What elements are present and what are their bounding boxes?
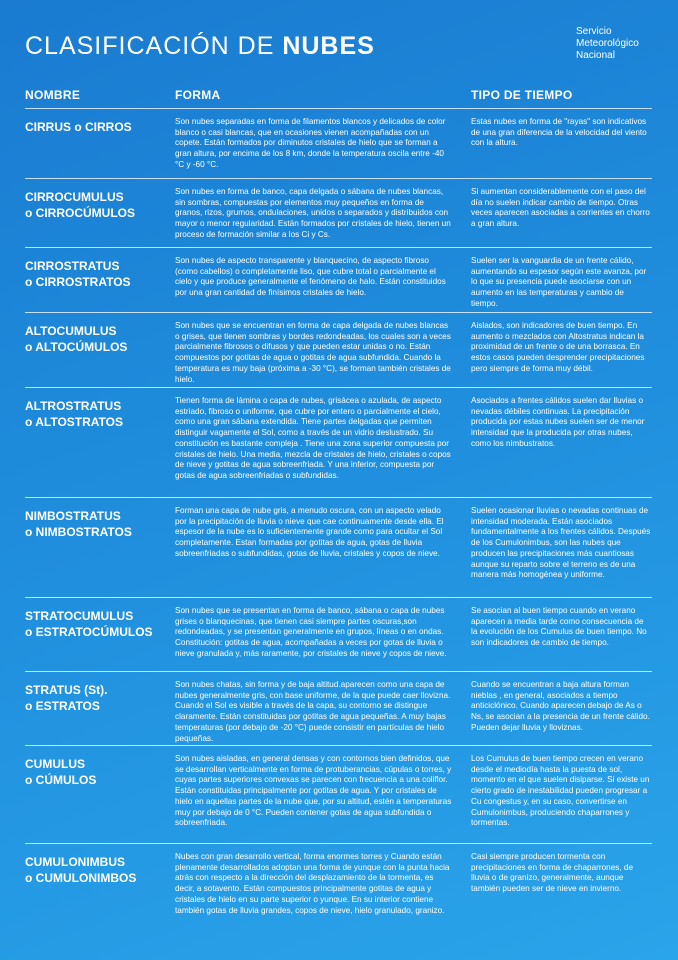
cloud-name	[25, 854, 170, 886]
cloud-name-latin: CIRROSTRATUS	[25, 259, 120, 273]
table-row	[25, 387, 652, 498]
cloud-name-spanish: o CÚMULOS	[25, 773, 97, 787]
weather-type-description: Cuando se encuentran a baja altura forman nieblas , en general, asociados a tiempo anticiclónico. Cuando aparecen debajo de As o Ns, se asocian a la presencia de un frente cálido. Pueden dejar lluvia y lloviznas.	[471, 680, 650, 732]
cloud-form-description: Son nubes chatas, sin forma y de baja altitud.aparecen como una capa de nubes generalmente gris, con base uniforme, de la que puede caer llovizna. Cuando el Sol es visible a través de la capa, su contorno se distingue claramente. Están constituidas por gotitas de agua pequeñas. A muy bajas temperaturas (por debajo de -20 °C) puede consistir en partículas de hielo pequeñas.	[175, 680, 451, 743]
table-row	[25, 597, 652, 672]
cloud-form-description: Son nubes aisladas, en general densas y con contornos bien definidos, que se desarrollan verticalmente en forma de protuberancias, cúpulas o torres, y cuyas partes superiores convexas se parecen con frecuencia a una coliflor. Están constituidas principalmente por gotitas de agua. Y por cristales de hielo en aquellas partes de la nube que, por su altitud, estén a temperaturas muy por debajo de 0 °C. Pueden contener gotas de agua subfundida o sobreenfriada.	[175, 754, 452, 828]
cloud-name-latin: CUMULONIMBUS	[25, 855, 125, 869]
table-row	[25, 497, 652, 598]
cloud-name-latin: CIRROCUMULUS	[25, 190, 124, 204]
weather-type-description: Suelen ocasionar lluvias o nevadas continuas de intensidad moderada. Están asociados fundamentalmente a los frentes cálidos. Después de los Cumulonimbus, son las nubes que producen las precipitaciones más cuantiosas aunque su reparto sobre el terreno es de una manera más homogénea y uniforme.	[471, 506, 651, 580]
weather-type-description: Asociados a frentes cálidos suelen dar lluvias o nevadas débiles continuas. La precipitación producida por estas nubes suelen ser de menor intensidad que la producida por otras nubes, como los nimbustratos.	[471, 396, 645, 448]
table-row	[25, 247, 652, 313]
cloud-name-latin: STRATUS (St).	[25, 683, 108, 697]
cloud-name	[25, 323, 170, 355]
cloud-name-spanish: o ESTRATOS	[25, 699, 100, 713]
weather-type-description: Aislados, son indicadores de buen tiempo. En aumento o mezclados con Altostratus indican la proximidad de un frente o de una borrasca. En estos casos pueden desprender precipitaciones pero siempre de forma muy débil.	[471, 321, 645, 373]
weather-type-description: Si aumentan considerablemente con el paso del día no suelen indicar cambio de tiempo. Otras veces aparecen asociadas a corrientes en chorro a gran altura.	[471, 187, 650, 229]
org-line-1: Servicio	[576, 26, 612, 37]
weather-type-description: Casi siempre producen tormenta con precipitaciones en forma de chaparrones, de lluvia o de granizo, generalmente, aunque también pueden ser de nieve en invierno.	[471, 852, 634, 894]
table-row	[25, 843, 652, 954]
column-header-nombre: NOMBRE	[25, 88, 81, 102]
cloud-name	[25, 119, 170, 135]
cloud-form-description: Forman una capa de nube gris, a menudo oscura, con un aspecto velado por la precipitación de lluvia o nieve que cae continuamente desde ella. El espesor de la nube es lo suficientemente grande como para ocultar el Sol completamente. Estan formadas por gotitas de agua, gotas de lluvia sobreenfriadas o subfundidas, gotas de lluvia, cristales y copos de nieve.	[175, 506, 444, 558]
cloud-name	[25, 258, 170, 290]
cloud-name	[25, 608, 170, 640]
table-row	[25, 312, 652, 388]
cloud-form-description: Tienen forma de lámina o capa de nubes, grisácea o azulada, de aspecto estriado, fibroso o uniforme, que cubre por entero o parcialmente el cielo, como una gran sábana extendida. Tiene partes delgadas que permiten distinguir vagamente el Sol, como a través de un vidrio deslustrado. Su constitución es bastante compleja . Tiene una zona superior compuesta por cristales de hielo. Una media, mezcla de cristales de hielo, cristales o copos de nieve y gotitas de agua sobreenfriada. Y una inferior, compuesta por gotas de agua sobreenfriadas o subfundidas.	[175, 396, 451, 480]
cloud-name	[25, 189, 170, 221]
cloud-name-latin: ALTROSTRATUS	[25, 399, 122, 413]
column-header-forma: FORMA	[175, 88, 221, 102]
weather-type-description: Suelen ser la vanguardia de un frente cálido, aumentando su espesor según este avanza, por lo que su presencia puede asociarse con un aumento en las temperaturas y cambio de tiempo.	[471, 256, 647, 308]
cloud-name	[25, 682, 170, 714]
table-row	[25, 178, 652, 248]
table-row	[25, 745, 652, 844]
weather-type-description: Los Cumulus de buen tiempo crecen en verano desde el mediodía hasta la puesta de sol, momento en el que suelen disiparse. Si existe un cierto grado de inestabilidad pueden progresar a Cu congestus y, en su caso, convertirse en Cumulonimbus, produciendo chaparrones y tormentas.	[471, 754, 650, 828]
cloud-form-description: Nubes con gran desarrollo vertical, forma enormes torres y Cuando están plenamente desarrollados adoptan una forma de yunque con la punta hacia atrás con respecto a la dirección del desplazamiento de la tormenta, es decir, a sotavento. Están compuestos principalmente gotitas de agua y cristales de hielo en su parte superior o yunque. En su interior contiene también gotas de lluvia grandes, copos de nieve, hielo granulado, granizo.	[175, 852, 450, 915]
cloud-name	[25, 756, 170, 788]
cloud-name-latin: CUMULUS	[25, 757, 85, 771]
cloud-name-spanish: o CUMULONIMBOS	[25, 871, 137, 885]
cloud-name-spanish: o ALTOCÚMULOS	[25, 340, 128, 354]
page-header	[25, 26, 658, 76]
cloud-name-latin: NIMBOSTRATUS	[25, 509, 121, 523]
page-title	[25, 32, 375, 61]
title-light: CLASIFICACIÓN DE	[25, 32, 275, 60]
cloud-name-spanish: o ESTRATOCÚMULOS	[25, 625, 153, 639]
org-line-2: Meteorológico	[576, 38, 639, 49]
cloud-name-spanish: o CIRROCÚMULOS	[25, 206, 135, 220]
cloud-name	[25, 398, 170, 430]
cloud-form-description: Son nubes separadas en forma de filamentos blancos y delicados de color blanco o casi blancas, que en ocasiones vienen acompañadas con un copete. Están formados por diminutos cristales de hielo que se forman a gran altura, por encima de los 8 km, donde la temperatura oscila entre -40 °C y -60 °C.	[175, 117, 446, 169]
cloud-name-spanish: o NIMBOSTRATOS	[25, 525, 132, 539]
cloud-name	[25, 508, 170, 540]
cloud-form-description: Son nubes que se encuentran en forma de capa delgada de nubes blancas o grises, que tienen sombras y bordes redondeadas, los cuales son a veces parcialmente fibrosos o difusos y que pueden estar unidas o no. Están compuestos por gotitas de agua o gotitas de agua subfundida. Cuando la temperatura es muy baja (próxima a -30 °C), se forman también cristales de hielo.	[175, 321, 451, 384]
cloud-form-description: Son nubes de aspecto transparente y blanquecino, de aspecto fibroso (como cabellos) o completamente liso, que cubre total o parcialmente el cielo y que produce generalmente el fenómeno de halo. Están constituidos por una gran cantidad de finísimos cristales de hielo.	[175, 256, 446, 298]
weather-type-description: Estas nubes en forma de "rayas" son indicativos de una gran diferencia de la velocidad del viento con la altura.	[471, 117, 647, 148]
cloud-form-description: Son nubes que se presentan en forma de banco, sábana o capa de nubes grises o blanquecinas, que tienen casi siempre partes oscuras,son redondeadas, y se presentan generalmente en grupos, líneas o en ondas. Constitución: gotitas de agua, acompañadas a veces por gotas de lluvia o nieve granulada y, más raramente, por cristales de nieve y copos de nieve.	[175, 606, 447, 658]
cloud-name-spanish: o CIRROSTRATOS	[25, 275, 131, 289]
table-row	[25, 671, 652, 746]
cloud-form-description: Son nubes en forma de banco, capa delgada o sábana de nubes blancas, sin sombras, compuestas por elementos muy pequeños en forma de granos, rizos, grumos, ondulaciones, unidos o separados y distribuidos con mayor o menor regularidad. Están formados por cristales de hielo, tienen un proceso de formación similar a los Ci y Cs.	[175, 187, 451, 239]
organization-logo-text	[576, 26, 676, 62]
cloud-name-spanish: o ALTOSTRATOS	[25, 415, 123, 429]
cloud-name-latin: ALTOCUMULUS	[25, 324, 117, 338]
column-header-tipo: TIPO DE TIEMPO	[471, 88, 573, 102]
cloud-name-latin: STRATOCUMULUS	[25, 609, 134, 623]
title-bold: NUBES	[282, 32, 375, 60]
org-line-3: Nacional	[576, 50, 615, 61]
table-row	[25, 108, 652, 179]
cloud-name-latin: CIRRUS o CIRROS	[25, 120, 132, 134]
weather-type-description: Se asocian al buen tiempo cuando en verano aparecen a media tarde como consecuencia de la evolución de los Cumulus de buen tiempo. No son indicadores de cambio de tiempo.	[471, 606, 647, 648]
